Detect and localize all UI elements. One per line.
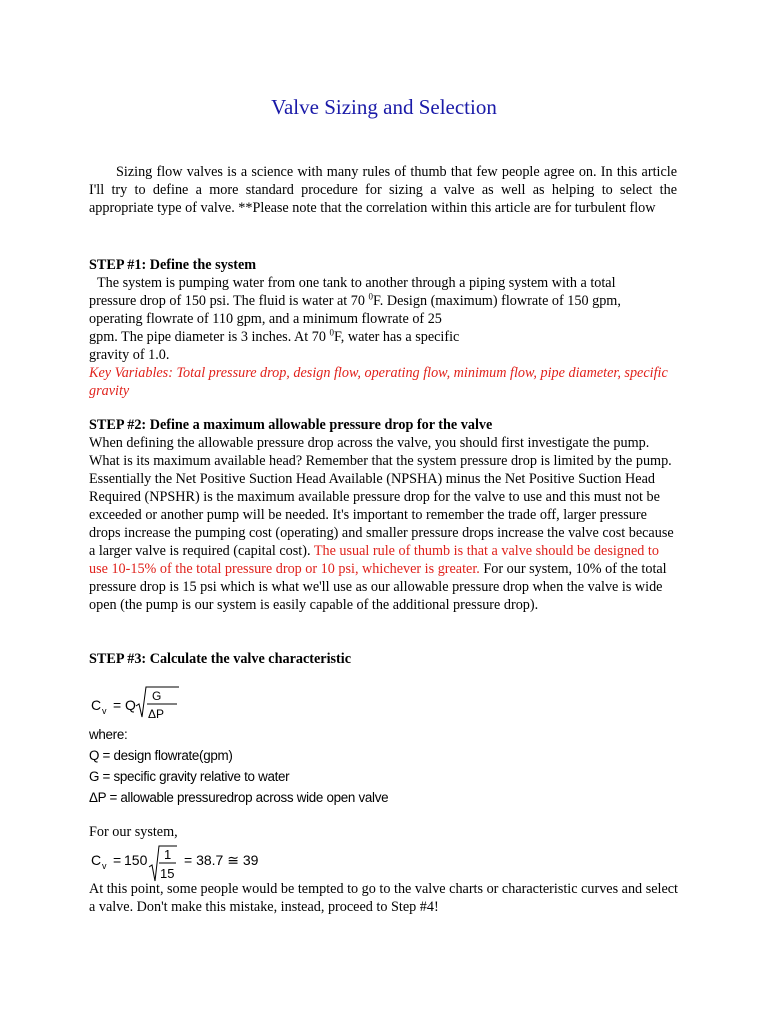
- eq-denominator: ΔP: [148, 707, 165, 721]
- eq2-result: = 38.7 ≅ 39: [184, 852, 259, 868]
- degree-superscript: 0: [368, 291, 373, 302]
- eq-cv-subscript: v: [102, 706, 107, 716]
- cv-formula: [89, 684, 209, 724]
- step-2-heading: STEP #2: Define a maximum allowable pressure drop for the valve: [89, 417, 493, 433]
- eq-numerator: G: [152, 689, 162, 703]
- definition-g: G = specific gravity relative to water: [89, 769, 290, 784]
- eq2-cv-symbol: C: [91, 852, 102, 868]
- where-label: where:: [89, 727, 128, 742]
- step-1-heading: [89, 256, 689, 274]
- eq2-numerator: 1: [164, 847, 172, 862]
- eq2-equals: =: [113, 852, 122, 868]
- eq-cv-symbol: C: [91, 697, 102, 713]
- step-1-text: F, water has a specific: [334, 329, 460, 345]
- step-1-line: operating flowrate of 110 gpm, and a minimum flowrate of 25: [89, 311, 442, 327]
- eq2-denominator: 15: [160, 866, 175, 881]
- step-1-line: gravity of 1.0.: [89, 347, 170, 363]
- step-3-section: [89, 650, 689, 668]
- step-1-section: [89, 256, 689, 400]
- step-1-text: gpm. The pipe diameter is 3 inches. At 70: [89, 329, 330, 345]
- step-2-text: For our system, 10% of the total pressure drop is 15 psi which is what we'll use as our allowable pressure drop when the valve is wide open (the pump is our system is easily capable of the additional pressure drop).: [89, 561, 667, 613]
- step-2-body: [89, 434, 679, 614]
- closing-paragraph: At this point, some people would be tempted to go to the valve charts or characteristic curves and select a valve. Don't make this mistake, instead, proceed to Step #4!: [89, 881, 678, 915]
- intro-paragraph: Sizing flow valves is a science with many rules of thumb that few people agree on. In this article I'll try to define a more standard procedure for sizing a valve as well as helping to select the appropriate type of valve. **Please note that the correlation within this article are for turbulent flow: [89, 164, 677, 216]
- step-1-text: F. Design (maximum) flowrate of 150 gpm,: [373, 293, 621, 309]
- eq2-cv-subscript: v: [102, 861, 107, 871]
- key-variables: Key Variables: Total pressure drop, design flow, operating flow, minimum flow, pipe diameter, specific gravity: [89, 365, 668, 399]
- step-2-section: [89, 416, 679, 614]
- cv-calculation: [89, 843, 269, 885]
- step-1-line: [89, 328, 689, 346]
- step-1-line: [89, 292, 689, 310]
- definition-q: Q = design flowrate(gpm): [89, 748, 233, 763]
- step-1-text: pressure drop of 150 psi. The fluid is water at 70: [89, 293, 369, 309]
- step-1-title: : Define the system: [141, 257, 257, 273]
- eq2-coefficient: 150: [124, 852, 148, 868]
- step-2-text: When defining the allowable pressure drop across the valve, you should first investigate the pump. What is its maximum available head? Remember that the system pressure drop is limited by the pump. Essentially the Net Positive Suction Head Available (NPSHA) minus the Net Positive Suction Head Required (NPSHR) is the maximum available pressure drop for the valve to use and this must not be exceeded or another pump will be needed. It's important to remember the trade off, larger pressure drops increase the pumping cost (operating) and smaller pressure drops increase the valve cost because a larger valve is required (capital cost).: [89, 435, 674, 559]
- eq-q-symbol: Q: [125, 697, 136, 713]
- variable-definitions: [89, 724, 388, 808]
- step-1-label: STEP #1: [89, 257, 142, 273]
- definition-dp: ΔP = allowable pressuredrop across wide open valve: [89, 790, 389, 805]
- step-1-line: The system is pumping water from one tank to another through a piping system with a total: [97, 275, 616, 291]
- eq-equals: =: [113, 697, 122, 713]
- degree-superscript: 0: [329, 327, 334, 338]
- rule-of-thumb-highlight: The usual rule of thumb is that a valve should be designed to use 10-15% of the total pressure drop or 10 psi, whichever is greater.: [89, 543, 659, 577]
- page-title: Valve Sizing and Selection: [271, 95, 497, 119]
- step-3-heading: STEP #3: Calculate the valve characteristic: [89, 651, 352, 667]
- for-our-system: For our system,: [89, 824, 178, 840]
